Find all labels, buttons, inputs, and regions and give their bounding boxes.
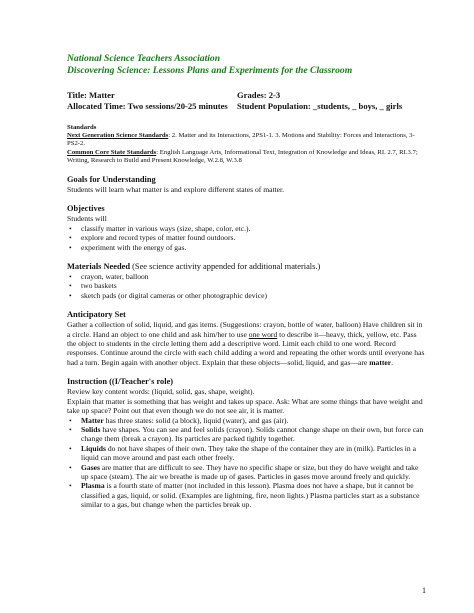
list-item bbox=[67, 425, 427, 444]
materials-heading-row bbox=[67, 261, 427, 272]
term-text: has three states: solid (a block), liquid (water), and gas (air). bbox=[103, 415, 289, 425]
list-item: • two baskets bbox=[67, 281, 427, 290]
title-row bbox=[67, 90, 427, 101]
term: Solids bbox=[81, 424, 101, 434]
term: Gases bbox=[81, 462, 100, 472]
list-item bbox=[67, 463, 427, 482]
term-text: have shapes. You can see and feel solids (crayon). Solids cannot change shape on their own, but force can change them (break a crayon). Its particles are packed tightly together. bbox=[81, 424, 424, 444]
materials-note: (See science activity appended for additional materials.) bbox=[130, 262, 321, 272]
list-item bbox=[67, 444, 427, 463]
grades: Grades: 2-3 bbox=[237, 90, 281, 100]
term: Matter bbox=[81, 415, 104, 425]
instruction-list bbox=[67, 416, 427, 510]
list-item: • experiment with the energy of gas. bbox=[67, 243, 427, 252]
instruction-p1: Review key content words: (liquid, solid, gas, shape, weight). bbox=[67, 387, 255, 397]
time-row bbox=[67, 101, 427, 112]
objectives-heading: Objectives bbox=[67, 204, 105, 214]
term: Plasma bbox=[81, 481, 105, 491]
anticipatory-bold: matter bbox=[369, 357, 392, 367]
ccss-standards bbox=[67, 149, 427, 165]
standards-heading: Standards bbox=[67, 124, 97, 131]
materials-list bbox=[67, 272, 427, 300]
objectives-intro: Students will bbox=[67, 214, 107, 224]
series-heading: Discovering Science: Lessons Plans and Experiments for the Classroom bbox=[67, 65, 353, 76]
anticipatory-end: . bbox=[391, 357, 394, 367]
goals-heading: Goals for Understanding bbox=[67, 175, 156, 185]
instruction-heading: Instruction ((I/Teacher's role) bbox=[67, 377, 174, 387]
allocated-time: Allocated Time: Two sessions/20-25 minutes bbox=[67, 101, 228, 111]
list-item: • classify matter in various ways (size, shape, color, etc.). bbox=[67, 224, 427, 233]
list-item: • crayon, water, balloon bbox=[67, 272, 427, 281]
objectives-list bbox=[67, 224, 427, 252]
instruction-p2: Explain that matter is something that has weight and takes up space. Ask: What are some things that have weight and take up space? Point out that even though we do not see air, it is matter. bbox=[67, 396, 423, 416]
anticipatory-p1: Gather a collection of solid, liquid, and gas items. (Suggestions: crayon, bottle of water, balloon) Have children sit in a circle. Hand an object to one child and ask him/her to use bbox=[67, 320, 423, 339]
goals-text: Students will learn what matter is and explore different states of matter. bbox=[67, 185, 285, 195]
term-text: do not have shapes of their own. They take the shape of the container they are in (milk). Particles in a liquid can move around and past each other freely. bbox=[81, 443, 416, 463]
term: Liquids bbox=[81, 443, 106, 453]
student-population: Student Population: _students, _ boys, _ girls bbox=[237, 101, 403, 111]
ngss-label: Next Generation Science Standards bbox=[67, 132, 169, 140]
list-item: • explore and record types of matter found outdoors. bbox=[67, 233, 427, 242]
page-number: 1 bbox=[422, 586, 426, 595]
anticipatory-text bbox=[67, 320, 427, 367]
ccss-label: Common Core State Standards bbox=[67, 148, 157, 156]
anticipatory-p2: to describe it—heavy, thick, yellow, etc. Pass the object to students in the circle letting them add a descriptive word. Limit each child to one word. Record responses. Continue around the circle with each child adding a word and repeating the other words until everyone has had a turn. Begin again with another object. Explain that these objects—solid, liquid, and gas—are bbox=[67, 329, 425, 367]
ccss-text: : English Language Arts, Informational Text, Integration of Knowledge and Ideas, RI. 2.7, RI.3.7; Writing, Research to Build and Present Knowledge, W.2.8, W.3.8 bbox=[67, 148, 418, 164]
term-text: is a fourth state of matter (not included in this lesson). Plasma does not have a shape, but it cannot be classified a gas, liquid, or solid. (Examples are lightning, fire, neon lights.) Plasma particles start as a substance similar to a gas, but change when the particles break up. bbox=[81, 481, 420, 510]
list-item bbox=[67, 416, 427, 425]
lesson-title: Title: Matter bbox=[67, 90, 115, 100]
org-heading: National Science Teachers Association bbox=[67, 53, 221, 64]
list-item bbox=[67, 481, 427, 509]
materials-heading: Materials Needed bbox=[67, 262, 131, 272]
list-item: • sketch pads (or digital cameras or other photographic device) bbox=[67, 291, 427, 300]
anticipatory-heading: Anticipatory Set bbox=[67, 310, 126, 320]
ngss-text: : 2. Matter and its Interactions, 2PS1-1. 3. Motions and Stability: Forces and Interactions, 3-PS2-2. bbox=[67, 132, 415, 148]
term-text: are matter that are difficult to see. They have no specific shape or size, but they do have weight and take up space (steam). The air we breathe is made up of gases. Particles in gases move around freely and quickly. bbox=[81, 462, 419, 481]
ngss-standards bbox=[67, 132, 427, 148]
document-page bbox=[67, 53, 427, 510]
anticipatory-underline: one word bbox=[248, 329, 278, 339]
